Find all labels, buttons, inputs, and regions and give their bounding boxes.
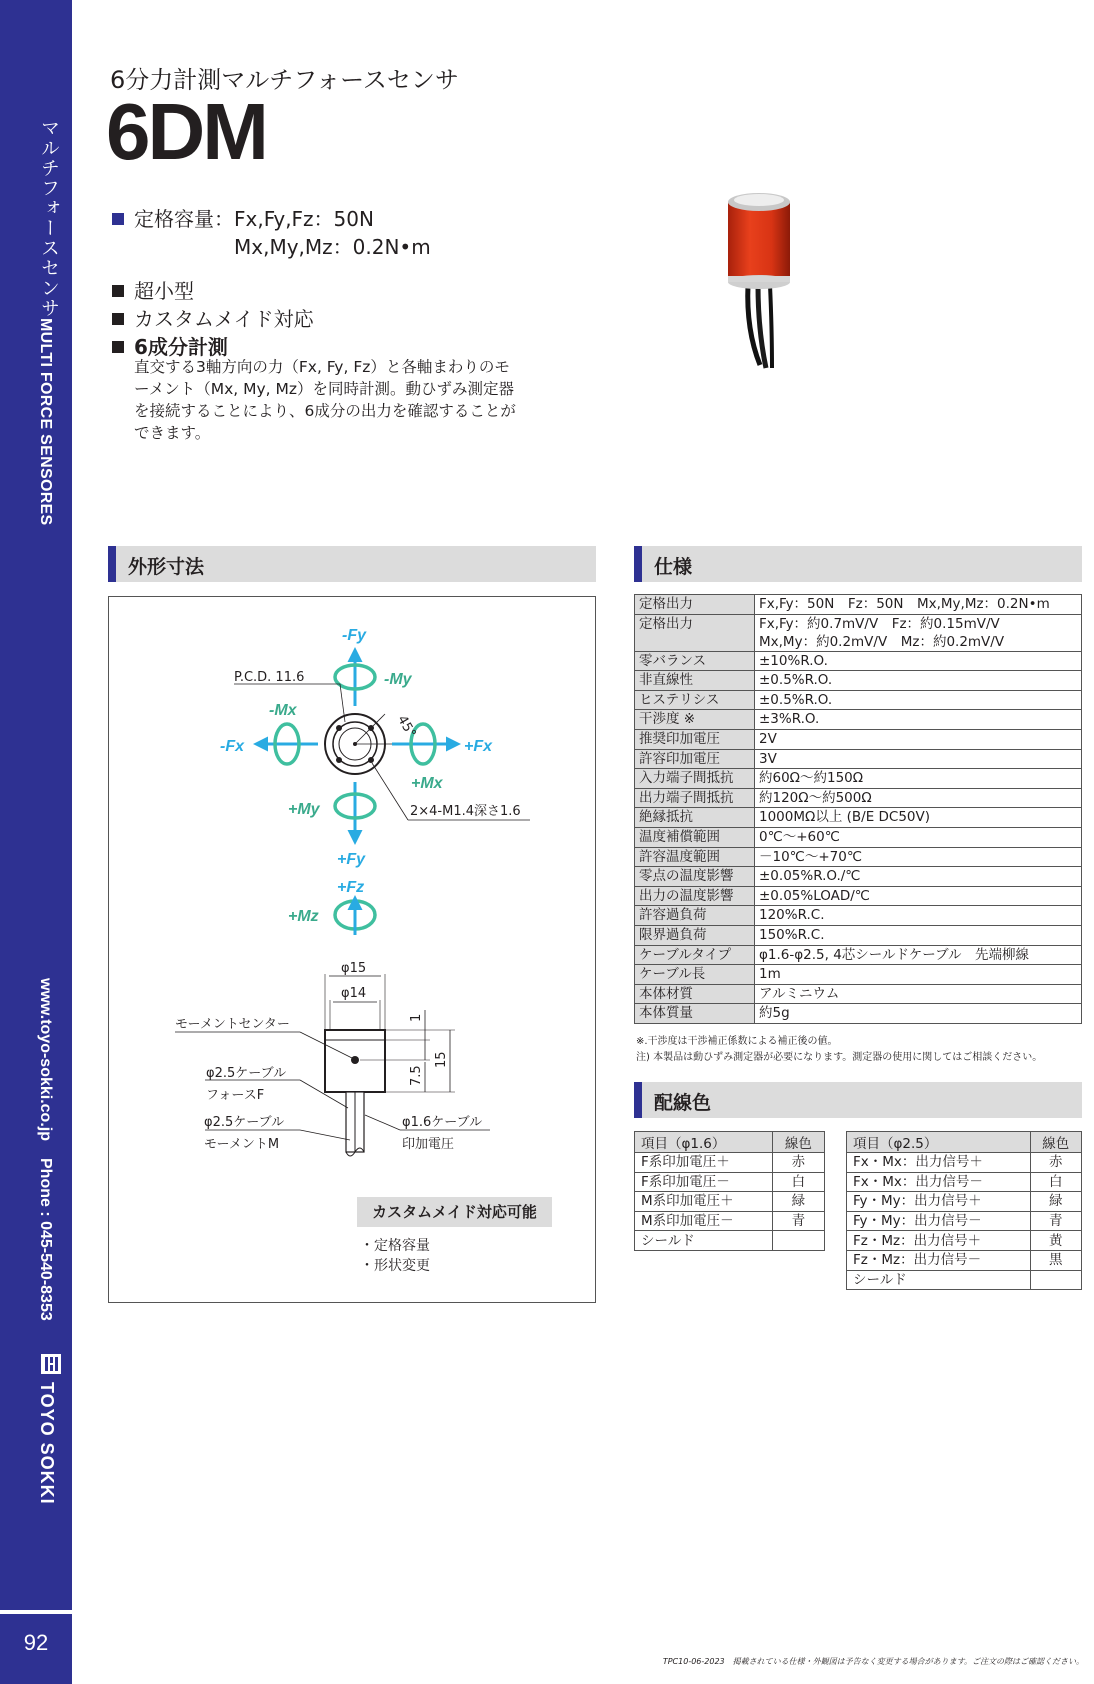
spec-row <box>635 867 1082 887</box>
spec-row <box>635 886 1082 906</box>
spec-row <box>635 984 1082 1004</box>
spec-key: 本体質量 <box>635 1004 755 1024</box>
spec-key: 本体材質 <box>635 984 755 1004</box>
label-plus-fy: +Fy <box>337 851 366 868</box>
spec-row <box>635 925 1082 945</box>
feature-item-1-text: 超小型 <box>134 279 194 303</box>
wiring-color: 黒 <box>1030 1250 1081 1270</box>
spec-value: φ1.6-φ2.5, 4芯シールドケーブル 先端柳線 <box>755 945 1082 965</box>
wiring-row <box>635 1172 825 1192</box>
section-heading-specs <box>634 546 1082 582</box>
feature-item-2 <box>112 303 314 332</box>
spec-row <box>635 808 1082 828</box>
label-dim-15: 15 <box>434 1051 449 1068</box>
spec-value-line2: Mx,My：約0.2mV/V Mz：約0.2mV/V <box>759 633 1005 650</box>
wiring-table-phi25 <box>846 1131 1082 1290</box>
feature-capacity-text: 定格容量：Fx,Fy,Fz：50N <box>134 207 374 231</box>
spec-key: 干渉度 ※ <box>635 710 755 730</box>
spec-value: 150%R.C. <box>755 925 1082 945</box>
section-heading-wiring <box>634 1082 1082 1118</box>
spec-row <box>635 614 1082 651</box>
section-heading-specs-text: 仕様 <box>654 556 693 578</box>
label-pcd: P.C.D. 11.6 <box>234 670 305 685</box>
spec-key: 許容過負荷 <box>635 906 755 926</box>
label-plus-mx: +Mx <box>411 775 443 792</box>
heading-bar <box>634 1082 642 1118</box>
custom-item-capacity: ・定格容量 <box>360 1238 430 1254</box>
wiring-color <box>1030 1270 1081 1290</box>
spec-value: 0℃～+60℃ <box>755 827 1082 847</box>
spec-key: 出力端子間抵抗 <box>635 788 755 808</box>
wiring-row <box>847 1192 1082 1212</box>
wiring-item: Fx・Mx：出力信号－ <box>847 1172 1031 1192</box>
label-dim-75: 7.5 <box>409 1065 424 1086</box>
wiring-row <box>635 1231 825 1251</box>
custom-made-label: カスタムメイド対応可能 <box>357 1197 552 1227</box>
spec-row <box>635 906 1082 926</box>
label-cable25-force-2: フォースF <box>206 1088 265 1103</box>
bullet-square-icon <box>112 313 124 325</box>
note-interference: ※.干渉度は干渉補正係数による補正後の値。 <box>636 1036 838 1047</box>
spec-key: 許容温度範囲 <box>635 847 755 867</box>
spec-row <box>635 651 1082 671</box>
spec-key: ケーブルタイプ <box>635 945 755 965</box>
spec-value: Fx,Fy：50N Fz：50N Mx,My,Mz：0.2N•m <box>755 595 1082 615</box>
spec-row <box>635 827 1082 847</box>
label-minus-fy: -Fy <box>342 627 366 644</box>
label-minus-my: -My <box>384 671 412 688</box>
wiring-row <box>847 1250 1082 1270</box>
spec-row <box>635 710 1082 730</box>
heading-bar <box>634 546 642 582</box>
spec-value: －10℃～+70℃ <box>755 847 1082 867</box>
sidebar-website[interactable]: www.toyo-sokki.co.jp <box>37 978 54 1141</box>
feature-item-3-text: 6成分計測 <box>134 335 228 359</box>
spec-key: 温度補償範囲 <box>635 827 755 847</box>
sidebar-phone: Phone : 045-540-8353 <box>37 1158 54 1321</box>
wiring25-header-color: 線色 <box>1030 1132 1081 1153</box>
wiring-row <box>847 1172 1082 1192</box>
wiring-color: 青 <box>772 1211 824 1231</box>
bullet-square-icon <box>112 341 124 353</box>
wiring-color: 緑 <box>772 1192 824 1212</box>
wiring-item: F系印加電圧＋ <box>635 1153 773 1173</box>
label-holes: 2×4-M1.4深さ1.6 <box>410 804 521 819</box>
product-photo <box>700 190 830 370</box>
spec-key: 非直線性 <box>635 671 755 691</box>
spec-row <box>635 690 1082 710</box>
label-plus-mz: +Mz <box>288 908 319 925</box>
spec-value: 約120Ω～約500Ω <box>755 788 1082 808</box>
spec-value: ±0.05%R.O./℃ <box>755 867 1082 887</box>
wiring-item: Fx・Mx：出力信号＋ <box>847 1153 1031 1173</box>
wiring-row <box>847 1231 1082 1251</box>
label-minus-fx: -Fx <box>220 738 244 755</box>
label-moment-center: モーメントセンター <box>175 1017 290 1032</box>
feature-item-1 <box>112 275 194 304</box>
section-heading-dimensions <box>108 546 596 582</box>
label-phi14: φ14 <box>341 986 367 1001</box>
wiring-row <box>635 1192 825 1212</box>
spec-table <box>634 594 1082 1024</box>
sidebar-en-title: MULTI FORCE SENSORES <box>37 318 54 526</box>
section-heading-dimensions-text: 外形寸法 <box>128 556 205 578</box>
company-logo-icon <box>41 1354 61 1374</box>
spec-value <box>755 614 1082 651</box>
product-subtitle: 6分力計測マルチフォースセンサ <box>110 66 459 94</box>
wiring-table-phi16 <box>634 1131 825 1251</box>
spec-key: ヒステリシス <box>635 690 755 710</box>
spec-value: ±0.05%LOAD/℃ <box>755 886 1082 906</box>
spec-key: 推奨印加電圧 <box>635 729 755 749</box>
spec-key: 出力の温度影響 <box>635 886 755 906</box>
wiring16-header-color: 線色 <box>772 1132 824 1153</box>
spec-row <box>635 788 1082 808</box>
label-minus-mx: -Mx <box>269 702 297 719</box>
spec-key: 零点の温度影響 <box>635 867 755 887</box>
spec-value: ±3%R.O. <box>755 710 1082 730</box>
spec-row <box>635 749 1082 769</box>
spec-value: 1m <box>755 965 1082 985</box>
label-dim-1: 1 <box>409 1013 424 1022</box>
wiring-item: Fy・My：出力信号－ <box>847 1211 1031 1231</box>
wiring-item: F系印加電圧－ <box>635 1172 773 1192</box>
page-number: 92 <box>23 1630 49 1655</box>
wiring-color <box>772 1231 824 1251</box>
feature-capacity <box>112 203 374 232</box>
label-cable25-force-1: φ2.5ケーブル <box>206 1066 287 1081</box>
label-plus-my: +My <box>288 801 320 818</box>
wiring-row <box>847 1211 1082 1231</box>
wiring-item: M系印加電圧＋ <box>635 1192 773 1212</box>
wiring-row <box>847 1153 1082 1173</box>
spec-row <box>635 847 1082 867</box>
spec-key: 限界過負荷 <box>635 925 755 945</box>
spec-value: 約60Ω～約150Ω <box>755 769 1082 789</box>
wiring-color: 赤 <box>1030 1153 1081 1173</box>
custom-item-shape: ・形状変更 <box>360 1258 430 1274</box>
product-model: 6DM <box>106 87 266 176</box>
spec-key: 定格出力 <box>635 614 755 651</box>
spec-key: ケーブル長 <box>635 965 755 985</box>
spec-key: 入力端子間抵抗 <box>635 769 755 789</box>
spec-row <box>635 1004 1082 1024</box>
wiring-color: 緑 <box>1030 1192 1081 1212</box>
wiring-color: 白 <box>1030 1172 1081 1192</box>
spec-row <box>635 965 1082 985</box>
sidebar-jp-title: マルチフォースセンサ <box>38 118 60 318</box>
label-angle: 45° <box>394 713 419 741</box>
heading-bar <box>108 546 116 582</box>
sidebar-logo-text: TOYO SOKKI <box>37 1382 57 1505</box>
bullet-square-icon <box>112 213 124 225</box>
spec-key: 許容印加電圧 <box>635 749 755 769</box>
spec-key: 絶縁抵抗 <box>635 808 755 828</box>
spec-value: ±10%R.O. <box>755 651 1082 671</box>
label-cable16-1: φ1.6ケーブル <box>402 1115 483 1130</box>
feature-description: 直交する3軸方向の力（Fx, Fy, Fz）と各軸まわりのモーメント（Mx, My, Mz）を同時計測。動ひずみ測定器を接続することにより、6成分の出力を確認することができます。 <box>134 358 516 442</box>
wiring-color: 黄 <box>1030 1231 1081 1251</box>
spec-row <box>635 595 1082 615</box>
spec-value: アルミニウム <box>755 984 1082 1004</box>
wiring-item: シールド <box>635 1231 773 1251</box>
spec-value: 2V <box>755 729 1082 749</box>
note-instrument: 注) 本製品は動ひずみ測定器が必要になります。測定器の使用に関してはご相談ください。 <box>636 1052 1043 1063</box>
wiring-item: シールド <box>847 1270 1031 1290</box>
wiring-color: 青 <box>1030 1211 1081 1231</box>
wiring16-header-item: 項目（φ1.6） <box>635 1132 773 1153</box>
spec-key: 零バランス <box>635 651 755 671</box>
spec-value: 120%R.C. <box>755 906 1082 926</box>
spec-value: 1000MΩ以上 (B/E DC50V) <box>755 808 1082 828</box>
spec-row <box>635 729 1082 749</box>
spec-key: 定格出力 <box>635 595 755 615</box>
wiring-item: Fy・My：出力信号＋ <box>847 1192 1031 1212</box>
label-cable25-moment-2: モーメントM <box>204 1137 280 1152</box>
wiring25-header-item: 項目（φ2.5） <box>847 1132 1031 1153</box>
wiring-row <box>847 1270 1082 1290</box>
spec-row <box>635 945 1082 965</box>
spec-row <box>635 671 1082 691</box>
wiring-row <box>635 1211 825 1231</box>
label-phi15: φ15 <box>341 961 367 976</box>
wiring-color: 赤 <box>772 1153 824 1173</box>
spec-value: ±0.5%R.O. <box>755 690 1082 710</box>
spec-value: 3V <box>755 749 1082 769</box>
spec-value: ±0.5%R.O. <box>755 671 1082 691</box>
spec-value: 約5g <box>755 1004 1082 1024</box>
wiring-item: Fz・Mz：出力信号＋ <box>847 1231 1031 1251</box>
label-cable16-2: 印加電圧 <box>402 1137 455 1152</box>
label-cable25-moment-1: φ2.5ケーブル <box>204 1115 285 1130</box>
bullet-square-icon <box>112 285 124 297</box>
wiring-item: Fz・Mz：出力信号－ <box>847 1250 1031 1270</box>
feature-item-2-text: カスタムメイド対応 <box>134 307 314 331</box>
wiring-color: 白 <box>772 1172 824 1192</box>
wiring-row <box>635 1153 825 1173</box>
section-heading-wiring-text: 配線色 <box>654 1092 712 1114</box>
wiring-item: M系印加電圧－ <box>635 1211 773 1231</box>
spec-row <box>635 769 1082 789</box>
footer-note: TPC10-06-2023 掲載されている仕様・外観図は予告なく変更する場合があります。ご注文の際はご確認ください。 <box>662 1657 1084 1666</box>
label-plus-fx: +Fx <box>464 738 493 755</box>
feature-capacity-line2: Mx,My,Mz：0.2N•m <box>234 235 431 259</box>
spec-value-line1: Fx,Fy：約0.7mV/V Fz：約0.15mV/V <box>759 615 1000 632</box>
label-plus-fz: +Fz <box>337 879 365 896</box>
